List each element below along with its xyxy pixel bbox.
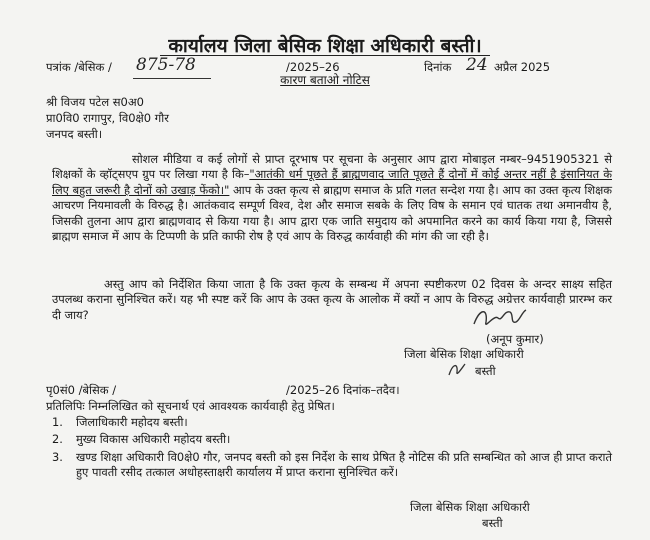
copy-sign-designation: जिला बेसिक शिक्षा अधिकारी [410, 500, 530, 514]
list-item: 3. खण्ड शिक्षा अधिकारी वि0क्षे0 गौर, जनपद बस्ती को इस निर्देश के साथ प्रेषित है नोटिस की प्रति सम्बन्धित को आज ही प्राप्त कराते हुए पावती रसीद तत्काल अधोहस्ताक्षरी कार्यालय में प्राप्त कराना सुनिश्चित करें। [52, 449, 612, 480]
date-day: 24 [466, 55, 488, 75]
date-label: दिनांक [424, 60, 452, 74]
body-paragraph-1 [52, 152, 612, 244]
notice-subject: कारण बताओ नोटिस [280, 73, 370, 87]
copy-recipient-list [52, 415, 612, 481]
signatory-place: बस्ती [475, 364, 496, 378]
office-title: कार्यालय जिला बेसिक शिक्षा अधिकारी बस्ती। [168, 35, 482, 57]
list-item: 1. जिलाधिकारी महोदय बस्ती। [52, 415, 188, 429]
date-month-year: अप्रैल 2025 [494, 60, 551, 74]
title-underline [160, 55, 490, 56]
copy-heading: प्रतिलिपिः निम्नलिखित को सूचनार्थ एवं आवश्यक कार्यवाही हेतु प्रेषित। [46, 399, 335, 413]
addressee-name: श्री विजय पटेल स0अ0 [46, 95, 144, 109]
session-year: /2025–26 [286, 60, 340, 74]
signatory-designation: जिला बेसिक शिक्षा अधिकारी [404, 347, 524, 361]
body-paragraph-2: अस्तु आप को निर्देशित किया जाता है कि उक्त कृत्य के सम्बन्ध में अपना स्पष्टीकरण 02 दिवस के अन्दर साक्ष्य सहित उपलब्ध कराना सुनिश्चित करें। यह भी स्पष्ट करें कि आप के उक्त कृत्य के आलोक में क्यों न आप के विरुद्ध अग्रेत्तर कार्यवाही प्रारम्भ कर दी जाय? [52, 277, 612, 322]
signature-scribble [470, 304, 530, 332]
copy-ref: पृ0सं0 /बेसिक / [46, 383, 117, 397]
list-item: 2. मुख्य विकास अधिकारी महोदय बस्ती। [52, 432, 231, 447]
signatory-name: (अनूप कुमार) [486, 332, 544, 346]
initial-mark [446, 360, 468, 380]
reference-number: 875-78 [136, 55, 196, 75]
copy-session-date: /2025–26 दिनांक–तदैव। [286, 383, 400, 397]
body-paragraph-1-intro: सोशल मीडिया व कई लोगों से प्राप्त दूरभाष पर सूचना के अनुसार आप द्वारा मोबाइल नम्बर–9451905321 से शिक्षकों के व्हॉट्सएप ग्रुप पर लिखा गया है कि– [52, 152, 612, 182]
copy-sign-place: बस्ती [482, 516, 503, 530]
addressee-school: प्रा0वि0 रागापुर, वि0क्षे0 गौर [46, 111, 169, 125]
quoted-post: "आतंकी धर्म पूछते हैं ब्राह्मणवाद जाति पूछते हैं दोनों में कोई अन्तर नहीं है इंसानियत के लिए बहुत जरूरी है दोनों को उखाड़ फेंको।" [52, 167, 612, 197]
body-paragraph-1-rest: आप के उक्त कृत्य से ब्राह्मण समाज के प्रति गलत सन्देश गया है। आप का उक्त कृत्य शिक्षक आचरण नियमावली के विरुद्ध है। आतंकवाद सम्पूर्ण विश्व, देश और समाज सबके के लिए विष के समान एवं घातक तथा अमानवीय है, जिसकी तुलना आप द्वारा ब्राह्मणवाद से किया गया है। आप द्वारा एक जाति समुदाय को अपमानित करने का कार्य किया गया है, जिससे ब्राह्मण समाज में आप के टिप्पणी के प्रति काफी रोष है एवं आप के विरुद्ध कार्यवाही की मांग की जा रही है। [52, 182, 613, 244]
addressee-district: जनपद बस्ती। [46, 127, 103, 141]
reference-prefix: पत्रांक /बेसिक / [46, 60, 112, 74]
